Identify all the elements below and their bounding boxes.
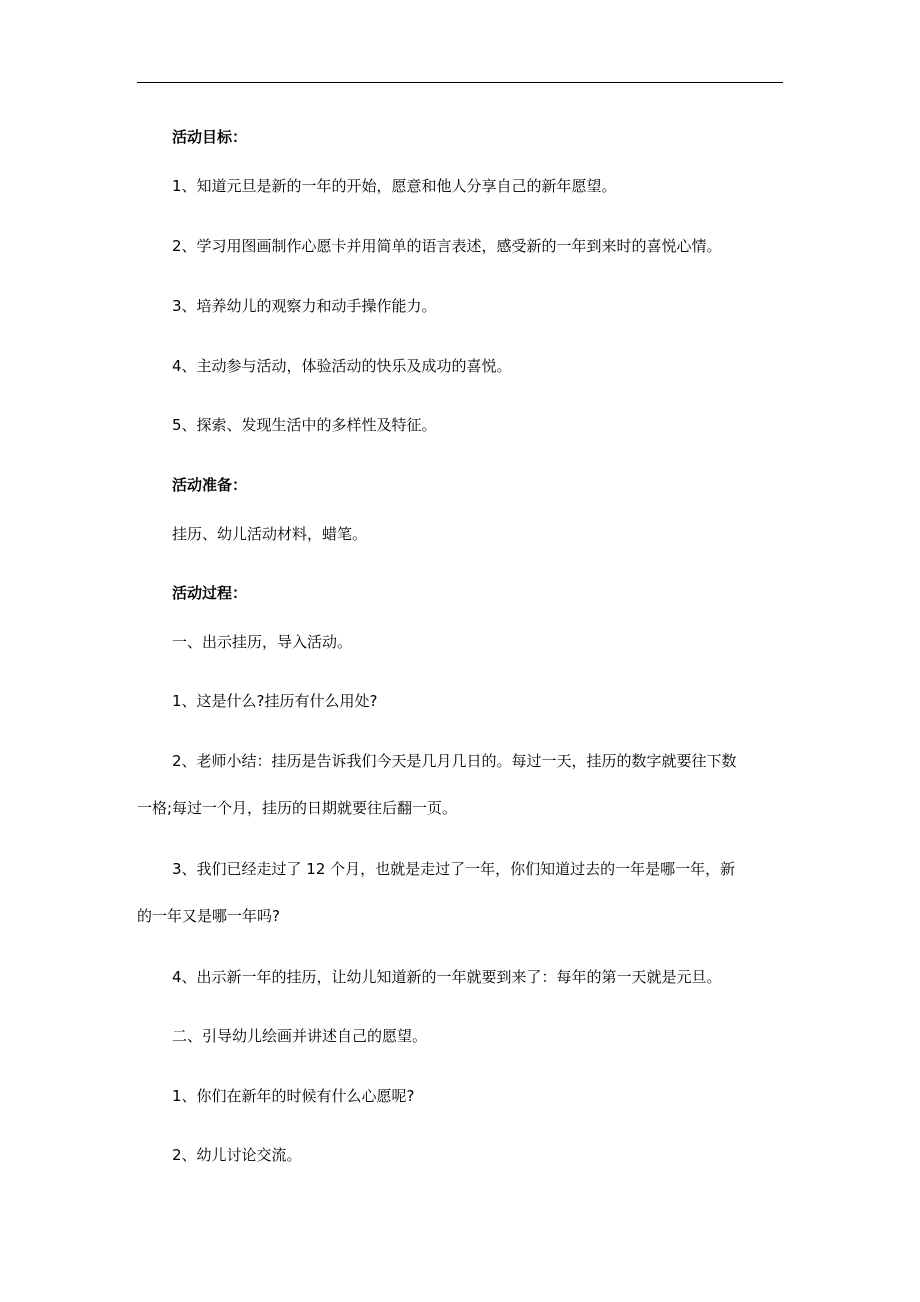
goal-item-4: 4、主动参与活动，体验活动的快乐及成功的喜悦。 xyxy=(172,357,512,375)
heading-preparation: 活动准备： xyxy=(172,476,248,494)
header-rule xyxy=(137,82,783,83)
goal-item-2: 2、学习用图画制作心愿卡并用简单的语言表述，感受新的一年到来时的喜悦心情。 xyxy=(172,237,722,255)
heading-goals: 活动目标： xyxy=(172,128,248,146)
process-item-1-3-line1: 3、我们已经走过了 12 个月，也就是走过了一年，你们知道过去的一年是哪一年，新 xyxy=(172,860,736,878)
preparation-text: 挂历、幼儿活动材料，蜡笔。 xyxy=(172,525,368,543)
process-item-1-1: 1、这是什么?挂历有什么用处? xyxy=(172,692,378,710)
process-item-1-2-line1: 2、老师小结：挂历是告诉我们今天是几月几日的。每过一天，挂历的数字就要往下数 xyxy=(172,752,737,770)
goal-item-5: 5、探索、发现生活中的多样性及特征。 xyxy=(172,416,437,434)
process-item-2-1: 1、你们在新年的时候有什么心愿呢? xyxy=(172,1087,415,1105)
goal-item-3: 3、培养幼儿的观察力和动手操作能力。 xyxy=(172,297,437,315)
process-item-1-2-line2: 一格;每过一个月，挂历的日期就要往后翻一页。 xyxy=(137,799,458,817)
heading-process: 活动过程： xyxy=(172,584,248,602)
process-part2-title: 二、引导幼儿绘画并讲述自己的愿望。 xyxy=(172,1027,428,1045)
process-item-1-4: 4、出示新一年的挂历，让幼儿知道新的一年就要到来了：每年的第一天就是元旦。 xyxy=(172,968,722,986)
process-item-2-2: 2、幼儿讨论交流。 xyxy=(172,1146,302,1164)
process-part1-title: 一、出示挂历，导入活动。 xyxy=(172,633,353,651)
process-item-1-3-line2: 的一年又是哪一年吗? xyxy=(137,907,280,925)
goal-item-1: 1、知道元旦是新的一年的开始，愿意和他人分享自己的新年愿望。 xyxy=(172,177,617,195)
